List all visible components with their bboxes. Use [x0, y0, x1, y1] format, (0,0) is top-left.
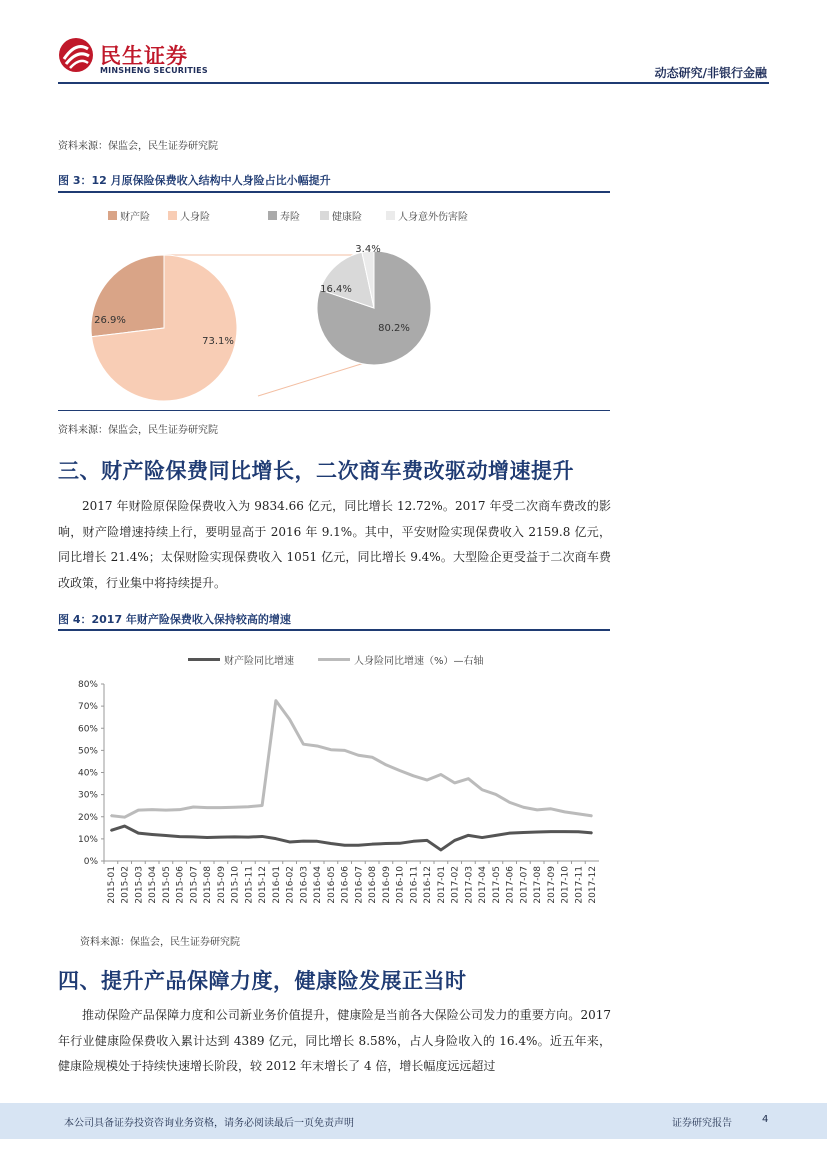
- series-0-point: [399, 843, 401, 845]
- figure4-source: 资料来源：保监会，民生证券研究院: [80, 937, 240, 948]
- x-tick-label: 2016-09: [381, 866, 392, 904]
- series-0-point: [495, 835, 497, 837]
- y-tick-label: 70%: [77, 702, 98, 713]
- series-0-point: [124, 825, 126, 827]
- section3-paragraph: 2017 年财险原保险保费收入为 9834.66 亿元，同比增长 12.72%。2017 年受二次商车费改的影响，财产险增速持续上行，要明显高于 2016 年 9.1%。其中，平安财险实现保费收入 2159.8 亿元，同比增长 21.4%；太保财险实现保费收入 1051 亿元，同比增长 9.4%。大型险企更受益于二次商车费改政策，行业集中将持续提升。: [58, 499, 611, 590]
- series-1-point: [124, 816, 126, 818]
- x-tick-label: 2017-05: [491, 866, 502, 904]
- footer-disclaimer: 本公司具备证券投资咨询业务资格，请务必阅读最后一页免责声明: [64, 1118, 354, 1129]
- x-tick-label: 2015-12: [258, 866, 269, 904]
- series-1-point: [536, 809, 538, 811]
- series-0-point: [564, 831, 566, 833]
- pie-main-label-0: 26.9%: [94, 315, 126, 326]
- series-1-point: [454, 782, 456, 784]
- series-0-point: [413, 841, 415, 843]
- series-0-point: [261, 836, 263, 838]
- series-0-point: [275, 838, 277, 840]
- section3-title: 三、财产险保费同比增长，二次商车费改驱动增速提升: [58, 459, 574, 483]
- x-tick-label: 2017-08: [533, 866, 544, 904]
- legend-swatch-health: [320, 211, 329, 220]
- page-number: 4: [762, 1114, 769, 1125]
- y-tick-label: 20%: [77, 812, 98, 823]
- legend-label-accident: 人身意外伤害险: [398, 212, 468, 223]
- series-0-point: [316, 841, 318, 843]
- series-0-point: [591, 832, 593, 834]
- pie-sub-label-2: 3.4%: [355, 244, 381, 255]
- x-tick-label: 2015-08: [203, 866, 214, 904]
- series-1-point: [234, 806, 236, 808]
- x-tick-label: 2015-05: [161, 866, 172, 904]
- series-1-point: [371, 756, 373, 758]
- section3-body: [58, 494, 611, 596]
- series-0-point: [110, 830, 112, 832]
- pie-main-group: [91, 255, 237, 401]
- series-0-point: [454, 840, 456, 842]
- figure3-bottom-rule: [58, 410, 610, 411]
- series-0-point: [193, 836, 195, 838]
- series-1-point: [591, 815, 593, 817]
- y-tick-label: 80%: [77, 680, 98, 690]
- series-1-point: [110, 815, 112, 817]
- figure3-title: 图 3：12 月原保险保费收入结构中人身险占比小幅提升: [58, 174, 331, 187]
- header-divider: [58, 82, 769, 84]
- figure3-legend-property: [108, 208, 150, 223]
- section4-body: [58, 1003, 611, 1080]
- series-1-point: [165, 809, 167, 811]
- series-0-point: [385, 843, 387, 845]
- series-line-1: [111, 701, 592, 818]
- series-1-point: [220, 807, 222, 809]
- logo-text-cn: 民生证券: [100, 44, 188, 68]
- page-header: [0, 0, 827, 85]
- x-tick-label: 2016-05: [326, 866, 337, 904]
- x-tick-label: 2015-06: [175, 866, 186, 904]
- series-0-point: [426, 840, 428, 842]
- series-1-point: [289, 719, 291, 721]
- figure3-legend-health: [320, 208, 362, 223]
- series-0-point: [289, 841, 291, 843]
- x-tick-label: 2015-11: [244, 866, 255, 904]
- y-tick-label: 40%: [77, 768, 98, 779]
- legend-label-life: 寿险: [280, 212, 300, 223]
- figure3-pie-chart: [58, 228, 610, 410]
- x-tick-label: 2017-02: [450, 866, 461, 904]
- figure3-legend-life: [268, 208, 300, 223]
- series-1-point: [509, 802, 511, 804]
- x-tick-label: 2015-04: [148, 866, 159, 904]
- series-0-point: [248, 836, 250, 838]
- series-1-point: [248, 806, 250, 808]
- series-0-point: [440, 849, 442, 851]
- legend-label-life-growth: 人身险同比增速（%）—右轴: [354, 656, 484, 667]
- series-0-point: [523, 832, 525, 834]
- figure4-legend-life: [318, 652, 484, 667]
- pie-sub-label-0: 80.2%: [378, 323, 410, 334]
- x-tick-label: 2016-04: [313, 866, 324, 904]
- logo-text-en: MINSHENG SECURITIES: [100, 66, 208, 75]
- series-1-point: [206, 807, 208, 809]
- series-1-point: [261, 805, 263, 807]
- legend-swatch-life-total: [168, 211, 177, 220]
- series-1-point: [303, 743, 305, 745]
- y-tick-label: 0%: [83, 857, 98, 867]
- pie-sub-group: [317, 244, 431, 365]
- page-footer: [0, 1103, 827, 1139]
- section4-paragraph: 推动保险产品保障力度和公司新业务价值提升，健康险是当前各大保险公司发力的重要方向。2017 年行业健康险保费收入累计达到 4389 亿元，同比增长 8.58%，占人身险收入的 16.4%。近五年来，健康险规模处于持续快速增长阶段，较 2012 年末增长了 4 倍，增长幅度远远超过: [58, 1008, 611, 1073]
- x-tick-label: 2016-03: [299, 866, 310, 904]
- series-1-point: [413, 775, 415, 777]
- y-tick-label: 10%: [77, 834, 98, 845]
- x-tick-label: 2017-01: [436, 866, 447, 904]
- x-tick-label: 2017-04: [478, 866, 489, 904]
- x-tick-label: 2015-02: [120, 866, 131, 904]
- series-0-point: [536, 831, 538, 833]
- x-tick-label: 2015-01: [106, 866, 117, 904]
- series-0-point: [468, 835, 470, 837]
- series-0-point: [509, 832, 511, 834]
- x-tick-label: 2017-03: [464, 866, 475, 904]
- x-tick-label: 2015-07: [189, 866, 200, 904]
- series-1-point: [151, 809, 153, 811]
- figure4-line-chart: [58, 672, 610, 922]
- series-1-point: [481, 789, 483, 791]
- series-1-point: [440, 774, 442, 776]
- legend-line-property: [188, 658, 220, 661]
- series-1-point: [564, 811, 566, 813]
- series-1-point: [550, 808, 552, 810]
- figure3-legend-life-total: [168, 208, 210, 223]
- series-1-point: [468, 778, 470, 780]
- figure4-title: 图 4：2017 年财产险保费收入保持较高的增速: [58, 613, 291, 626]
- x-tick-label: 2016-01: [271, 866, 282, 904]
- legend-swatch-life: [268, 211, 277, 220]
- legend-swatch-accident: [386, 211, 395, 220]
- series-0-point: [344, 844, 346, 846]
- x-tick-label: 2016-07: [354, 866, 365, 904]
- x-tick-label: 2017-12: [588, 866, 599, 904]
- series-line-0: [111, 826, 592, 850]
- series-1-point: [316, 745, 318, 747]
- series-1-point: [523, 806, 525, 808]
- pie-main-label-1: 73.1%: [202, 336, 234, 347]
- series-0-point: [371, 843, 373, 845]
- legend-label-property: 财产险: [120, 212, 150, 223]
- figure4-top-rule: [58, 629, 610, 631]
- x-tick-label: 2016-06: [340, 866, 351, 904]
- series-0-point: [481, 837, 483, 839]
- minsheng-logo-mark-icon: [58, 37, 94, 73]
- series-1-point: [385, 764, 387, 766]
- x-tick-label: 2015-09: [216, 866, 227, 904]
- legend-line-life: [318, 658, 350, 661]
- figure3-top-rule: [58, 191, 610, 193]
- series-1-point: [495, 794, 497, 796]
- series-0-point: [206, 837, 208, 839]
- source-note-top: 资料来源：保监会，民生证券研究院: [58, 141, 218, 152]
- x-tick-label: 2017-07: [519, 866, 530, 904]
- figure3-legend-accident: [386, 208, 468, 223]
- y-tick-label: 30%: [77, 790, 98, 801]
- series-0-point: [550, 831, 552, 833]
- minsheng-logo: [58, 37, 248, 81]
- x-tick-label: 2017-11: [574, 866, 585, 904]
- legend-label-property-growth: 财产险同比增速: [224, 656, 294, 667]
- series-0-point: [138, 832, 140, 834]
- x-tick-label: 2016-08: [368, 866, 379, 904]
- connector-bottom: [258, 360, 374, 396]
- series-1-point: [399, 770, 401, 772]
- legend-label-life-total: 人身险: [180, 212, 210, 223]
- x-tick-label: 2016-12: [423, 866, 434, 904]
- series-0-point: [151, 834, 153, 836]
- section4-title: 四、提升产品保障力度，健康险发展正当时: [58, 969, 467, 993]
- x-tick-label: 2016-11: [409, 866, 420, 904]
- series-1-point: [344, 750, 346, 752]
- series-0-point: [234, 836, 236, 838]
- series-0-point: [165, 835, 167, 837]
- y-tick-label: 60%: [77, 724, 98, 735]
- x-tick-label: 2017-06: [505, 866, 516, 904]
- x-tick-label: 2015-03: [134, 866, 145, 904]
- figure4-legend-property: [188, 652, 294, 667]
- x-tick-label: 2016-10: [395, 866, 406, 904]
- y-tick-label: 50%: [77, 746, 98, 757]
- series-1-point: [358, 754, 360, 756]
- series-0-point: [578, 831, 580, 833]
- series-1-point: [193, 806, 195, 808]
- pie-sub-label-1: 16.4%: [320, 284, 352, 295]
- series-1-point: [426, 779, 428, 781]
- x-tick-label: 2016-02: [285, 866, 296, 904]
- legend-swatch-property: [108, 211, 117, 220]
- x-tick-label: 2017-09: [546, 866, 557, 904]
- series-0-point: [220, 836, 222, 838]
- series-1-point: [275, 700, 277, 702]
- legend-label-health: 健康险: [332, 212, 362, 223]
- series-0-point: [303, 840, 305, 842]
- series-1-point: [578, 813, 580, 815]
- series-0-point: [358, 844, 360, 846]
- line-chart-axes: [78, 680, 599, 904]
- x-tick-label: 2017-10: [560, 866, 571, 904]
- series-0-point: [330, 843, 332, 845]
- report-type: 动态研究/非银行金融: [654, 66, 767, 80]
- figure3-source: 资料来源：保监会，民生证券研究院: [58, 425, 218, 436]
- series-1-point: [330, 749, 332, 751]
- x-tick-label: 2015-10: [230, 866, 241, 904]
- series-0-point: [179, 836, 181, 838]
- footer-report-label: 证券研究报告: [672, 1118, 732, 1129]
- series-1-point: [179, 809, 181, 811]
- line-chart-series: [110, 700, 593, 851]
- series-1-point: [138, 809, 140, 811]
